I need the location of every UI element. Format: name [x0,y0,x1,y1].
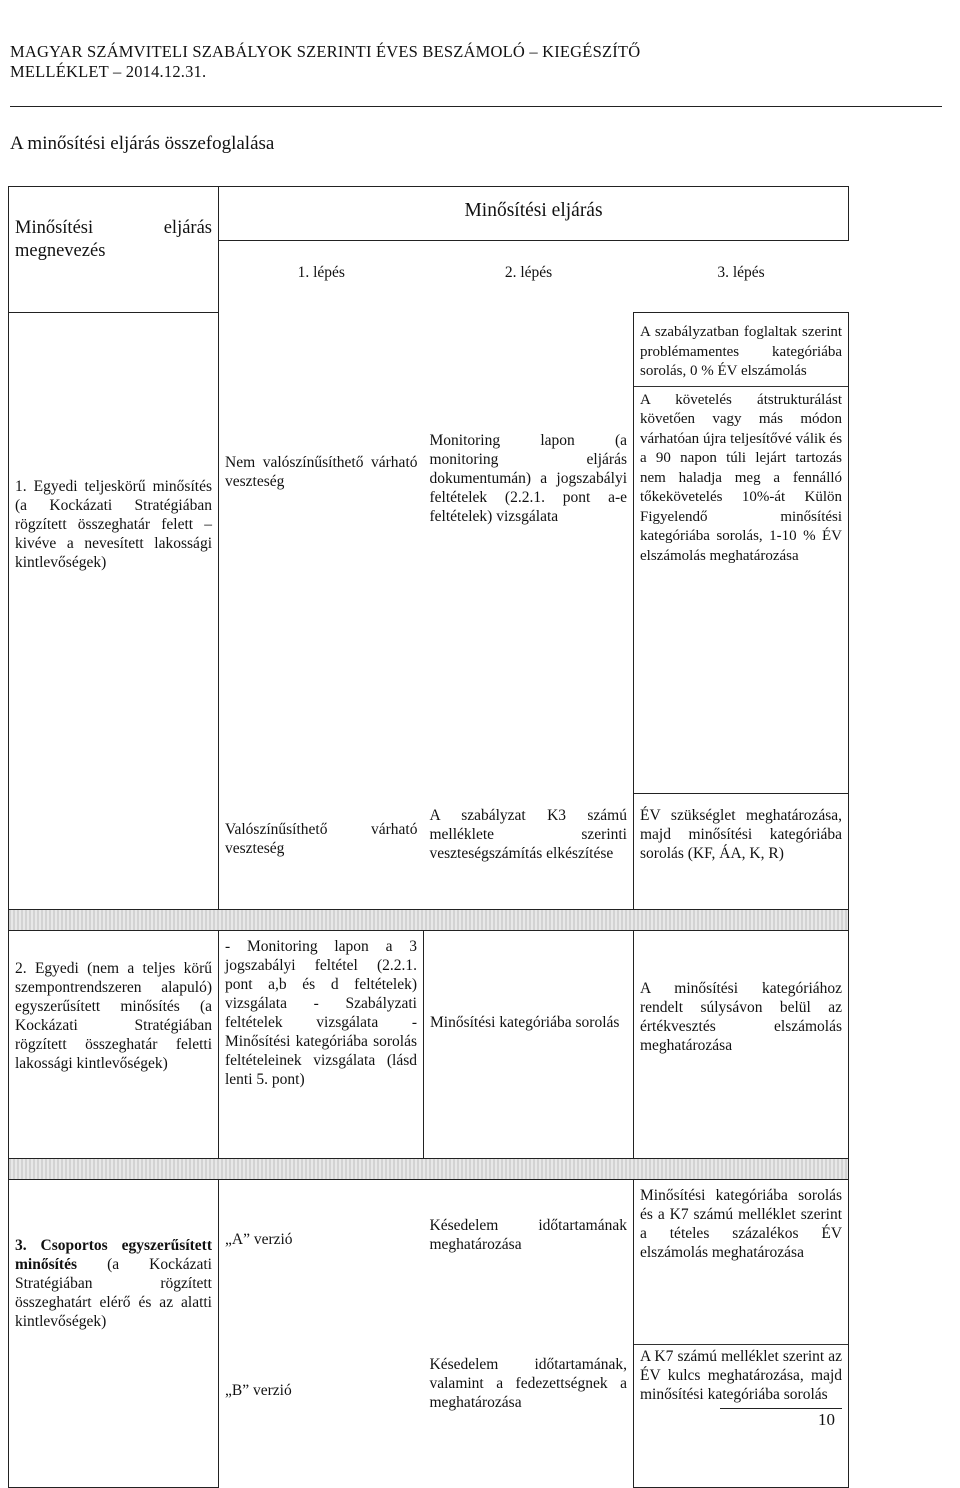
row3-name [15,1236,212,1331]
table-row [9,1179,849,1345]
hatched-separator [9,909,849,930]
step3-header: 3. lépés [717,263,765,281]
row2-step3-text: A minősítési kategóriához rendelt súlysávon belül az értékvesztés elszámolás meghatározása [640,979,843,1054]
row2-step2 [424,930,634,1158]
row1b-step2-text: A szabályzat K3 számú melléklete szerinti veszteségszámítás elkészítése [429,806,627,862]
row1a-step3-text-2: A követelés átstrukturálást követően vagy más módon várhatóan újra teljesítővé válik és a 90 napon túli lejárt tartozás nem haladja meg a fennálló tőkekövetelés 10%-át Külön Figyelendő minősítési kategóriába sorolás, 1-10 % ÉV elszámolás meghatározása [640,391,843,564]
row1b-step2 [424,794,634,910]
qualification-table [8,186,849,1488]
row2-step3 [634,930,849,1158]
footer-rule [720,1408,842,1409]
row3a-step2 [424,1179,634,1345]
row3a-step2-text: Késedelem időtartamának meghatározása [429,1216,627,1253]
row3-name-cell [9,1179,219,1488]
row3a-step3 [634,1179,849,1345]
header-group-label: Minősítési eljárás [464,200,603,221]
row1b-step1 [219,794,424,910]
row1b-step3 [634,794,849,910]
row3b-step2 [424,1345,634,1488]
row3-name-bold: 3. Csoportos egyszerűsített minősítés [15,1236,212,1273]
row2-name: 2. Egyedi (nem a teljes körű szempontrendszeren alapuló) egyszerűsített minősítés (a Kockázati Stratégiában rögzített összeghatár feletti lakossági kintlevőségek) [15,959,212,1072]
row3b-step2-text: Késedelem időtartamának, valamint a fedezettségnek a meghatározása [429,1355,627,1411]
row1a-step2-text: Monitoring lapon (a monitoring eljárás dokumentumán) a jogszabályi feltételek (2.2.1. pont a-e feltételek) vizsgálata [429,431,627,525]
header-line-2: MELLÉKLET – 2014.12.31. [10,62,207,81]
row2-step1 [219,930,424,1158]
header-line-1: MAGYAR SZÁMVITELI SZABÁLYOK SZERINTI ÉVES BESZÁMOLÓ – KIEGÉSZÍTŐ [10,42,641,61]
section-title: A minősítési eljárás összefoglalása [10,133,275,154]
table-row [9,313,849,794]
header-rule [10,106,942,107]
row3b-step1 [219,1345,424,1488]
row3b-step1-text: „B” verzió [225,1381,292,1399]
row3a-step3-text: Minősítési kategóriába sorolás és a K7 számú melléklet szerint a tételes százalékos ÉV elszámolás meghatározása [640,1186,843,1261]
row1-name-cell [9,313,219,910]
row1a-step3 [634,313,849,794]
step2-header: 2. lépés [504,263,553,281]
row2-name-cell [9,930,219,1158]
table-header-row [9,187,849,241]
cell-divider [634,386,848,387]
row2-step2-text: Minősítési kategóriába sorolás [430,1013,620,1031]
row3a-step1 [219,1179,424,1345]
header-group-cell [219,187,849,241]
step1-header: 1. lépés [297,263,345,281]
hatched-separator [9,1158,849,1179]
row2-step1-text: - Monitoring lapon a 3 jogszabályi feltétel (2.2.1. pont a,b és d feltételek) vizsgálata - Szabályzati feltételek vizsgálata - Minősítési kategóriába sorolás feltételeinek vizsgálata (lásd lenti 5. pont) [225,937,417,1088]
row1a-step1 [219,313,424,794]
row3a-step1-text: „A” verzió [225,1230,293,1248]
row3b-step3 [634,1345,849,1488]
row1-name: 1. Egyedi teljeskörű minősítés (a Kockázati Stratégiában rögzített összeghatár felett – kivéve a nevesített lakossági kintlevőségek) [15,478,212,571]
row1a-step1-text: Nem valószínűsíthető várható veszteség [225,453,418,490]
page-number: 10 [818,1410,835,1429]
row1a-step2 [424,313,634,794]
row3-name-rest: (a Kockázati Stratégiában rögzített összeghatárt elérő és az alatti kintlevőségek) [15,1255,212,1330]
header-name-label: Minősítési eljárás megnevezés [15,218,212,261]
header-name-cell [9,187,219,313]
row1a-step3-text-1: A szabályzatban foglaltak szerint problémamentes kategóriába sorolás, 0 % ÉV elszámolás [640,324,843,379]
row1b-step3-text: ÉV szükséglet meghatározása, majd minősítési kategóriába sorolás (KF, ÁA, K, R) [640,807,843,862]
row3b-step3-text: A K7 számú melléklet szerint az ÉV kulcs meghatározása, majd minősítési kategóriába sorolás [640,1348,843,1403]
row1b-step1-text: Valószínűsíthető várható veszteség [225,820,418,857]
table-row [9,930,849,1158]
document-header [10,42,640,82]
